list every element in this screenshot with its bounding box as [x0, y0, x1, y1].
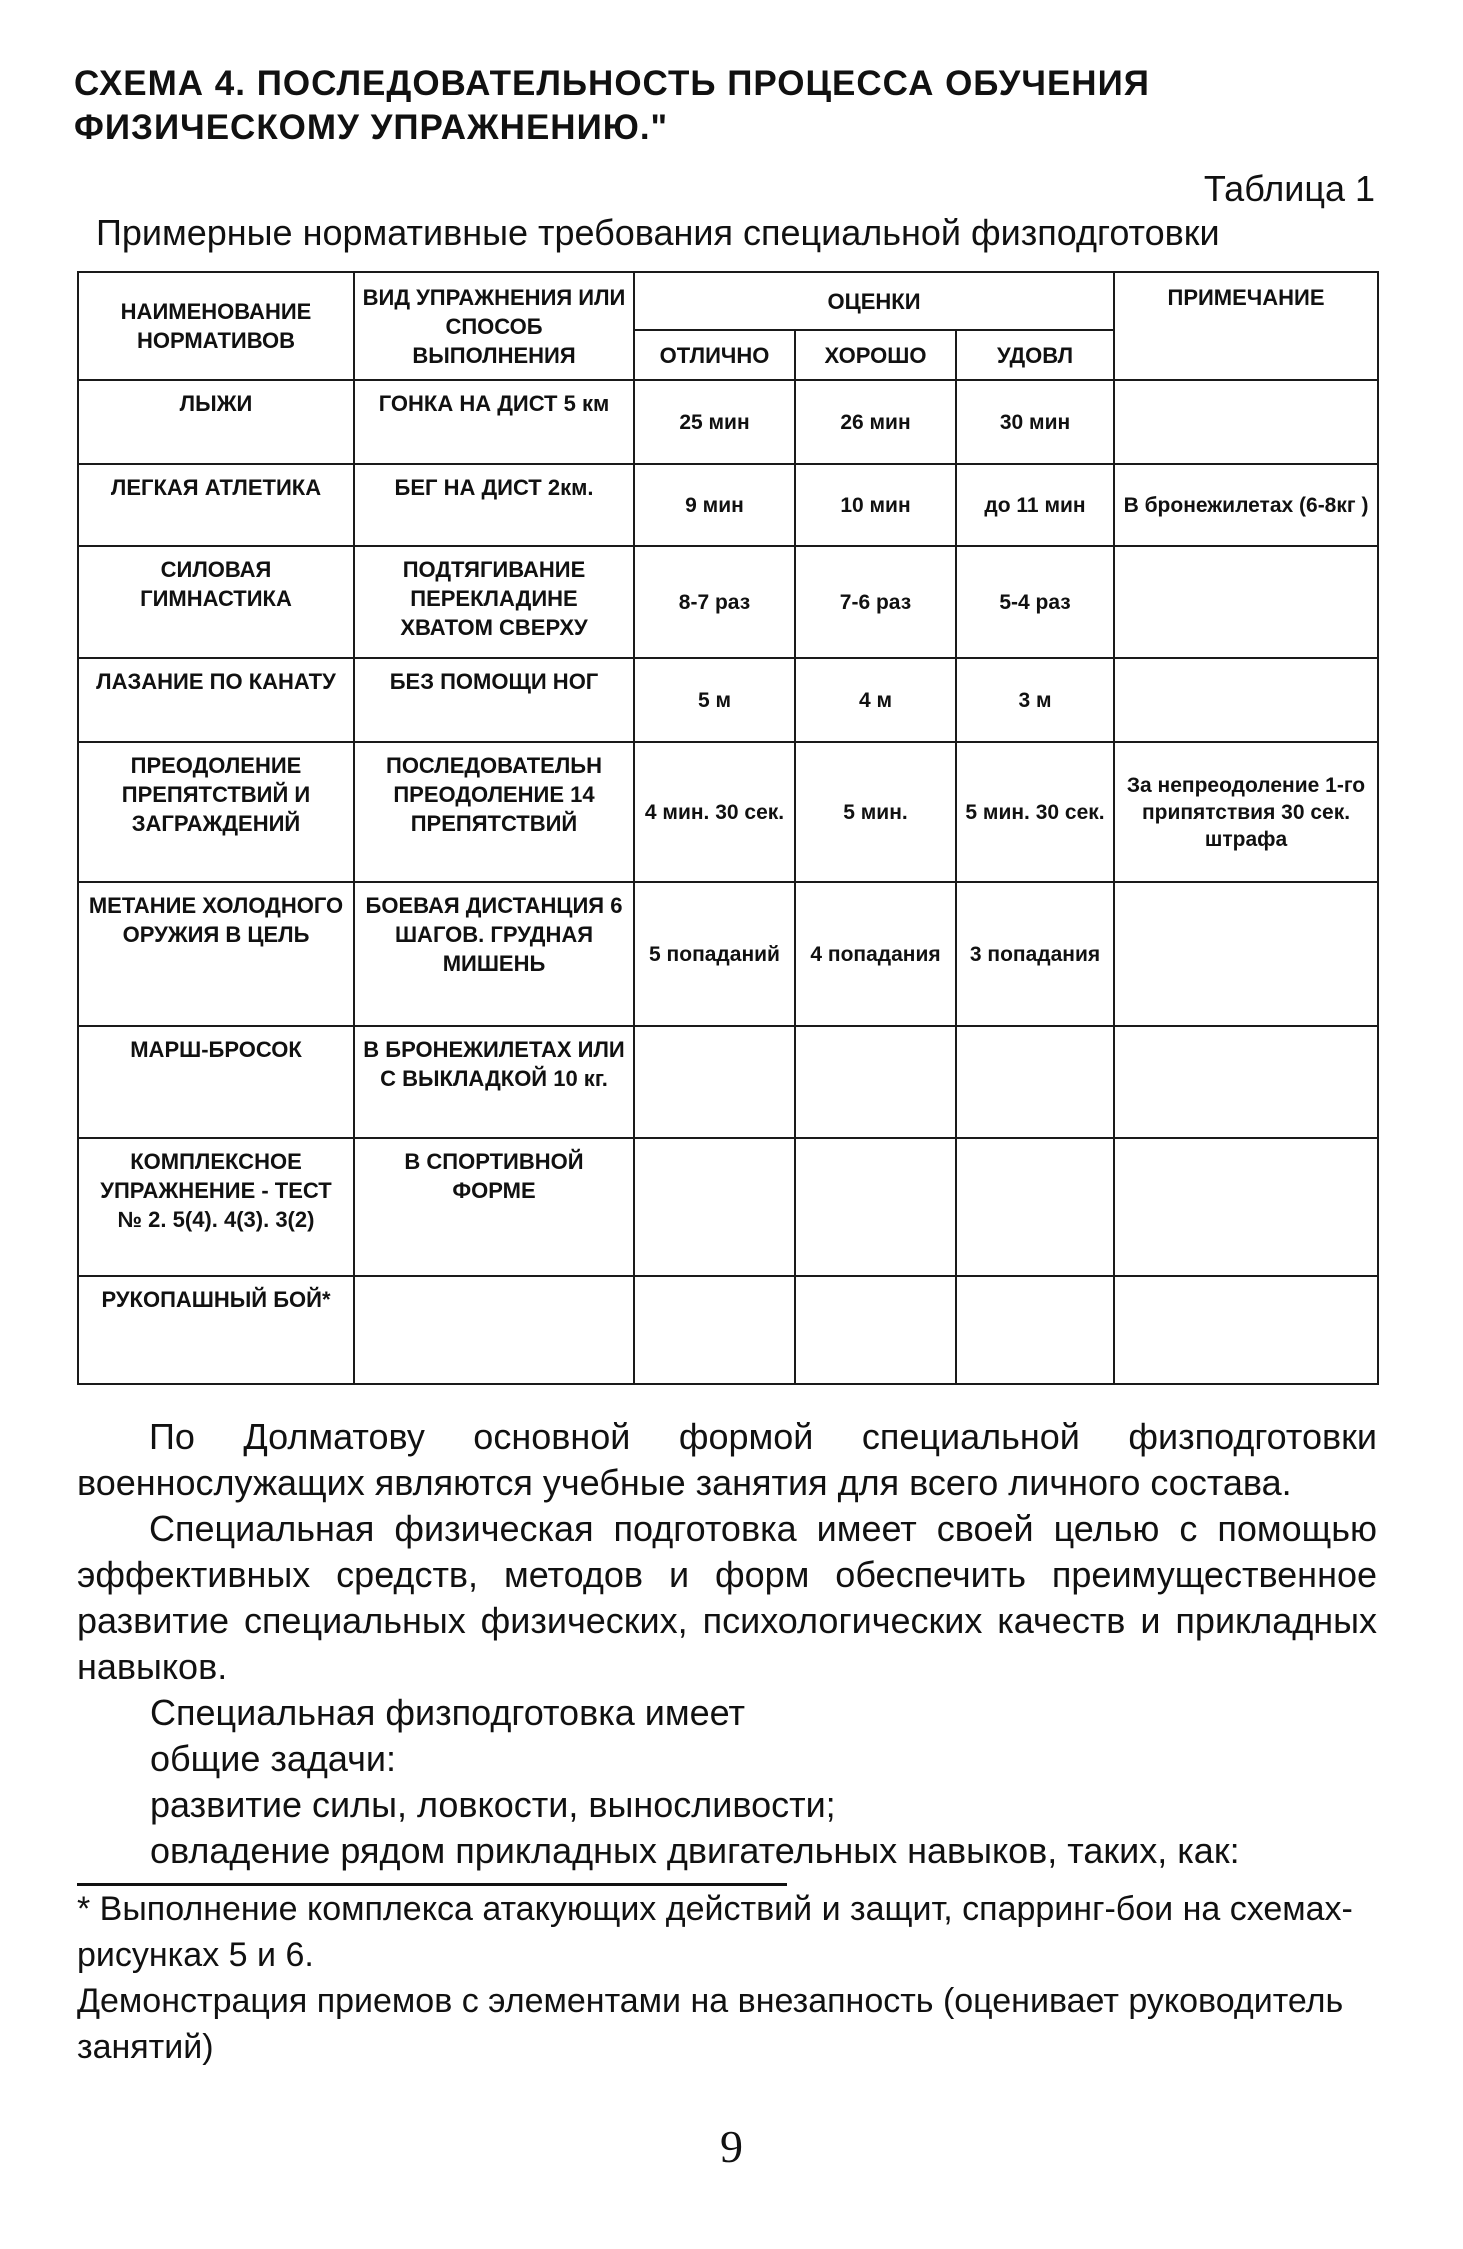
row-good: 7-6 раз	[795, 546, 956, 658]
row-satisfactory: 5-4 раз	[956, 546, 1114, 658]
table-number: Таблица 1	[1203, 168, 1375, 209]
scheme-title: СХЕМА 4. ПОСЛЕДОВАТЕЛЬНОСТЬ ПРОЦЕССА ОБУЧЕНИЯ ФИЗИЧЕСКОМУ УПРАЖНЕНИЮ."	[74, 64, 1150, 147]
page-number: 9	[720, 2121, 743, 2172]
row-good: 4 м	[795, 658, 956, 742]
row-kind: БЕЗ ПОМОЩИ НОГ	[354, 658, 634, 742]
row-kind: В СПОРТИВНОЙ ФОРМЕ	[354, 1138, 634, 1276]
row-kind: ГОНКА НА ДИСТ 5 км	[354, 380, 634, 464]
row-excellent: 25 мин	[634, 380, 795, 464]
text-line-4: овладение рядом прикладных двигательных навыков, таких, как:	[150, 1830, 1240, 1871]
row-excellent: 9 мин	[634, 464, 795, 546]
row-satisfactory: 5 мин. 30 сек.	[956, 742, 1114, 882]
table-caption: Примерные нормативные требования специальной физподготовки	[96, 212, 1220, 253]
row-kind: ПОСЛЕДОВАТЕЛЬН ПРЕОДОЛЕНИЕ 14 ПРЕПЯТСТВИЙ	[354, 742, 634, 882]
row-kind: В БРОНЕЖИЛЕТАХ ИЛИ С ВЫКЛАДКОЙ 10 кг.	[354, 1026, 634, 1138]
row-name: ПРЕОДОЛЕНИЕ ПРЕПЯТСТВИЙ И ЗАГРАЖДЕНИЙ	[78, 742, 354, 882]
row-kind: БОЕВАЯ ДИСТАНЦИЯ 6 ШАГОВ. ГРУДНАЯ МИШЕНЬ	[354, 882, 634, 1026]
row-name: РУКОПАШНЫЙ БОЙ*	[78, 1276, 354, 1384]
row-name: ЛЫЖИ	[78, 380, 354, 464]
row-name: СИЛОВАЯ ГИМНАСТИКА	[78, 546, 354, 658]
row-good	[795, 1138, 956, 1276]
row-name: ЛАЗАНИЕ ПО КАНАТУ	[78, 658, 354, 742]
row-kind: БЕГ НА ДИСТ 2км.	[354, 464, 634, 546]
row-note	[1114, 658, 1378, 742]
row-excellent	[634, 1138, 795, 1276]
row-satisfactory: 3 м	[956, 658, 1114, 742]
header-grades: ОЦЕНКИ	[634, 272, 1114, 330]
row-satisfactory	[956, 1026, 1114, 1138]
row-satisfactory	[956, 1276, 1114, 1384]
row-name: КОМПЛЕКСНОЕ УПРАЖНЕНИЕ - ТЕСТ № 2. 5(4). 4(3). 3(2)	[78, 1138, 354, 1276]
row-kind	[354, 1276, 634, 1384]
row-note: За непреодоление 1-го припятствия 30 сек. штрафа	[1114, 742, 1378, 882]
row-excellent	[634, 1026, 795, 1138]
table-row	[78, 882, 1378, 1026]
table-row	[78, 742, 1378, 882]
row-satisfactory: 30 мин	[956, 380, 1114, 464]
row-good: 4 попадания	[795, 882, 956, 1026]
row-note	[1114, 380, 1378, 464]
paragraph-2: Специальная физическая подготовка имеет своей целью с помощью эффективных средств, методов и форм обеспечить преимущественное развитие специальных физических, психологических качеств и прикладных навыков.	[77, 1508, 1377, 1687]
row-excellent: 5 попаданий	[634, 882, 795, 1026]
row-excellent: 5 м	[634, 658, 795, 742]
header-satisfactory: УДОВЛ	[956, 330, 1114, 380]
row-note	[1114, 882, 1378, 1026]
row-excellent: 8-7 раз	[634, 546, 795, 658]
header-good: ХОРОШО	[795, 330, 956, 380]
text-line-1: Специальная физподготовка имеет	[150, 1692, 745, 1733]
table-row	[78, 380, 1378, 464]
table-row	[78, 1138, 1378, 1276]
table-row	[78, 1276, 1378, 1384]
table-row	[78, 464, 1378, 546]
row-excellent	[634, 1276, 795, 1384]
row-good	[795, 1276, 956, 1384]
header-excellent: ОТЛИЧНО	[634, 330, 795, 380]
row-kind: ПОДТЯГИВАНИЕ ПЕРЕКЛАДИНЕ ХВАТОМ СВЕРХУ	[354, 546, 634, 658]
row-good: 26 мин	[795, 380, 956, 464]
footnote-1: * Выполнение комплекса атакующих действий и защит, спарринг-бои на схемах-рисунках 5 и 6.	[77, 1890, 1353, 1974]
row-good: 5 мин.	[795, 742, 956, 882]
row-name: МАРШ-БРОСОК	[78, 1026, 354, 1138]
row-name: МЕТАНИЕ ХОЛОДНОГО ОРУЖИЯ В ЦЕЛЬ	[78, 882, 354, 1026]
row-note	[1114, 1276, 1378, 1384]
norms-table	[77, 271, 1379, 1385]
text-line-2: общие задачи:	[150, 1738, 397, 1779]
table-row	[78, 546, 1378, 658]
header-name: НАИМЕНОВАНИЕ НОРМАТИВОВ	[78, 272, 354, 380]
row-note	[1114, 546, 1378, 658]
row-note	[1114, 1026, 1378, 1138]
row-good: 10 мин	[795, 464, 956, 546]
row-satisfactory	[956, 1138, 1114, 1276]
row-good	[795, 1026, 956, 1138]
text-line-3: развитие силы, ловкости, выносливости;	[150, 1784, 836, 1825]
paragraph-1: По Долматову основной формой специальной физподготовки военнослужащих являются учебные занятия для всего личного состава.	[77, 1416, 1377, 1503]
row-satisfactory: до 11 мин	[956, 464, 1114, 546]
header-kind: ВИД УПРАЖНЕНИЯ ИЛИ СПОСОБ ВЫПОЛНЕНИЯ	[354, 272, 634, 380]
row-name: ЛЕГКАЯ АТЛЕТИКА	[78, 464, 354, 546]
header-note: ПРИМЕЧАНИЕ	[1114, 272, 1378, 380]
row-excellent: 4 мин. 30 сек.	[634, 742, 795, 882]
table-row	[78, 1026, 1378, 1138]
row-satisfactory: 3 попадания	[956, 882, 1114, 1026]
footnote-2: Демонстрация приемов с элементами на внезапность (оценивает руководитель занятий)	[77, 1982, 1344, 2066]
row-note	[1114, 1138, 1378, 1276]
row-note: В бронежилетах (6-8кг )	[1114, 464, 1378, 546]
table-row	[78, 658, 1378, 742]
